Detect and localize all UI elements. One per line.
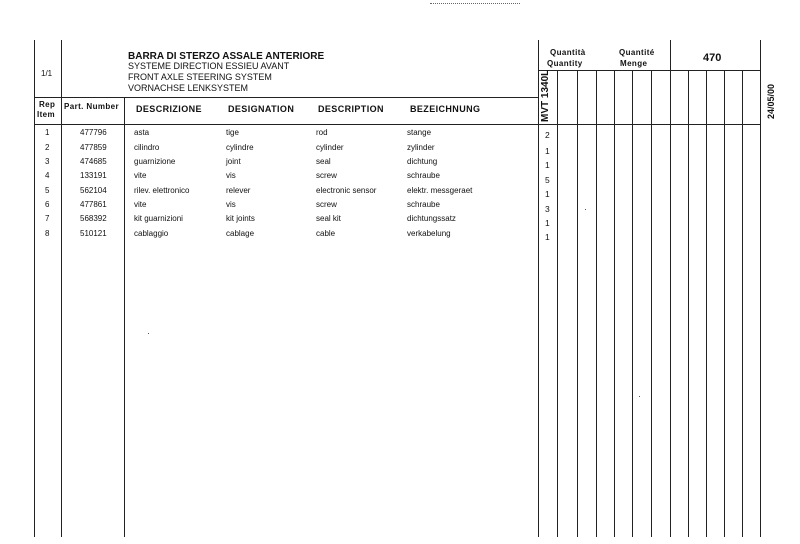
row-description: cable [316, 229, 336, 238]
scan-speck [639, 396, 640, 397]
scan-mark [430, 3, 520, 4]
qty-col-line [614, 70, 615, 537]
row-descrizione: vite [134, 171, 147, 180]
row-designation: kit joints [226, 214, 255, 223]
column-header-bottom-line [34, 124, 760, 125]
row-descrizione: asta [134, 128, 150, 137]
row-designation: tige [226, 128, 239, 137]
row-designation: cylindre [226, 143, 254, 152]
row-part-number: 477861 [80, 200, 107, 209]
row-rep: 5 [45, 186, 50, 195]
row-rep: 6 [45, 200, 50, 209]
row-quantity: 1 [545, 160, 550, 170]
quantity-label-en: Quantity [547, 59, 583, 68]
scan-speck [148, 333, 149, 334]
row-rep: 7 [45, 214, 50, 223]
quantity-label-de: Menge [620, 59, 648, 68]
row-quantity: 1 [545, 232, 550, 242]
row-designation: vis [226, 171, 236, 180]
row-part-number: 474685 [80, 157, 107, 166]
frame-right-line [760, 40, 761, 537]
issue-date: 24/05/00 [766, 83, 776, 119]
qty-col-line [724, 70, 725, 537]
col-header-descrizione: DESCRIZIONE [136, 104, 202, 114]
row-bezeichnung: elektr. messgeraet [407, 186, 473, 195]
row-rep: 2 [45, 143, 50, 152]
row-quantity: 3 [545, 204, 550, 214]
row-quantity: 2 [545, 130, 550, 140]
quantity-label-fr: Quantité [619, 48, 655, 57]
row-bezeichnung: schraube [407, 200, 440, 209]
row-part-number: 477796 [80, 128, 107, 137]
qty-section-divider [538, 40, 539, 537]
frame-left-line [34, 40, 35, 537]
row-bezeichnung: dichtung [407, 157, 438, 166]
row-description: seal kit [316, 214, 341, 223]
qty-col-line [632, 70, 633, 537]
quantity-header-line [538, 70, 760, 71]
row-bezeichnung: verkabelung [407, 229, 451, 238]
row-part-number: 562104 [80, 186, 107, 195]
row-descrizione: guarnizione [134, 157, 176, 166]
qty-col-line [688, 70, 689, 537]
title-german: VORNACHSE LENKSYSTEM [128, 83, 249, 93]
row-bezeichnung: zylinder [407, 143, 435, 152]
row-quantity: 1 [545, 189, 550, 199]
row-descrizione: vite [134, 200, 147, 209]
row-description: electronic sensor [316, 186, 377, 195]
row-bezeichnung: stange [407, 128, 432, 137]
qty-col-line [596, 70, 597, 537]
qty-col-line [577, 70, 578, 537]
row-designation: joint [226, 157, 241, 166]
row-description: seal [316, 157, 331, 166]
model-number: 470 [703, 52, 722, 64]
row-designation: relever [226, 186, 251, 195]
qty-col-line [651, 70, 652, 537]
sheet-number: 1/1 [41, 69, 53, 78]
row-part-number: 510121 [80, 229, 107, 238]
row-descrizione: kit guarnizioni [134, 214, 183, 223]
column-header-top-line [34, 97, 538, 98]
row-rep: 3 [45, 157, 50, 166]
row-part-number: 568392 [80, 214, 107, 223]
row-part-number: 133191 [80, 171, 107, 180]
col-header-description: DESCRIPTION [318, 104, 384, 114]
title-italian: BARRA DI STERZO ASSALE ANTERIORE [128, 51, 325, 62]
part-col-divider [124, 97, 125, 537]
row-designation: cablage [226, 229, 255, 238]
row-description: screw [316, 200, 337, 209]
qty-col-line [742, 70, 743, 537]
scan-speck [585, 209, 586, 210]
row-rep: 1 [45, 128, 50, 137]
row-bezeichnung: schraube [407, 171, 440, 180]
row-descrizione: cablaggio [134, 229, 169, 238]
quantity-label-it: Quantità [550, 48, 586, 57]
row-descrizione: rilev. elettronico [134, 186, 190, 195]
row-quantity: 5 [545, 175, 550, 185]
col-header-bezeichnung: BEZEICHNUNG [410, 104, 481, 114]
row-quantity: 1 [545, 218, 550, 228]
title-french: SYSTEME DIRECTION ESSIEU AVANT [128, 61, 290, 71]
model-code: MVT 1340L [540, 69, 551, 122]
qty-col-line [706, 70, 707, 537]
row-description: cylinder [316, 143, 344, 152]
row-bezeichnung: dichtungssatz [407, 214, 456, 223]
row-description: rod [316, 128, 328, 137]
title-english: FRONT AXLE STEERING SYSTEM [128, 72, 272, 82]
col-header-designation: DESIGNATION [228, 104, 295, 114]
row-designation: vis [226, 200, 236, 209]
row-quantity: 1 [545, 146, 550, 156]
row-rep: 8 [45, 229, 50, 238]
row-part-number: 477859 [80, 143, 107, 152]
col-header-item: Item [37, 110, 56, 119]
row-description: screw [316, 171, 337, 180]
row-descrizione: cilindro [134, 143, 160, 152]
col-header-rep: Rep [39, 100, 56, 109]
row-rep: 4 [45, 171, 50, 180]
item-col-divider [61, 40, 62, 537]
col-header-part-number: Part. Number [64, 102, 120, 111]
qty-col-line [670, 40, 671, 537]
qty-col-line [557, 70, 558, 537]
